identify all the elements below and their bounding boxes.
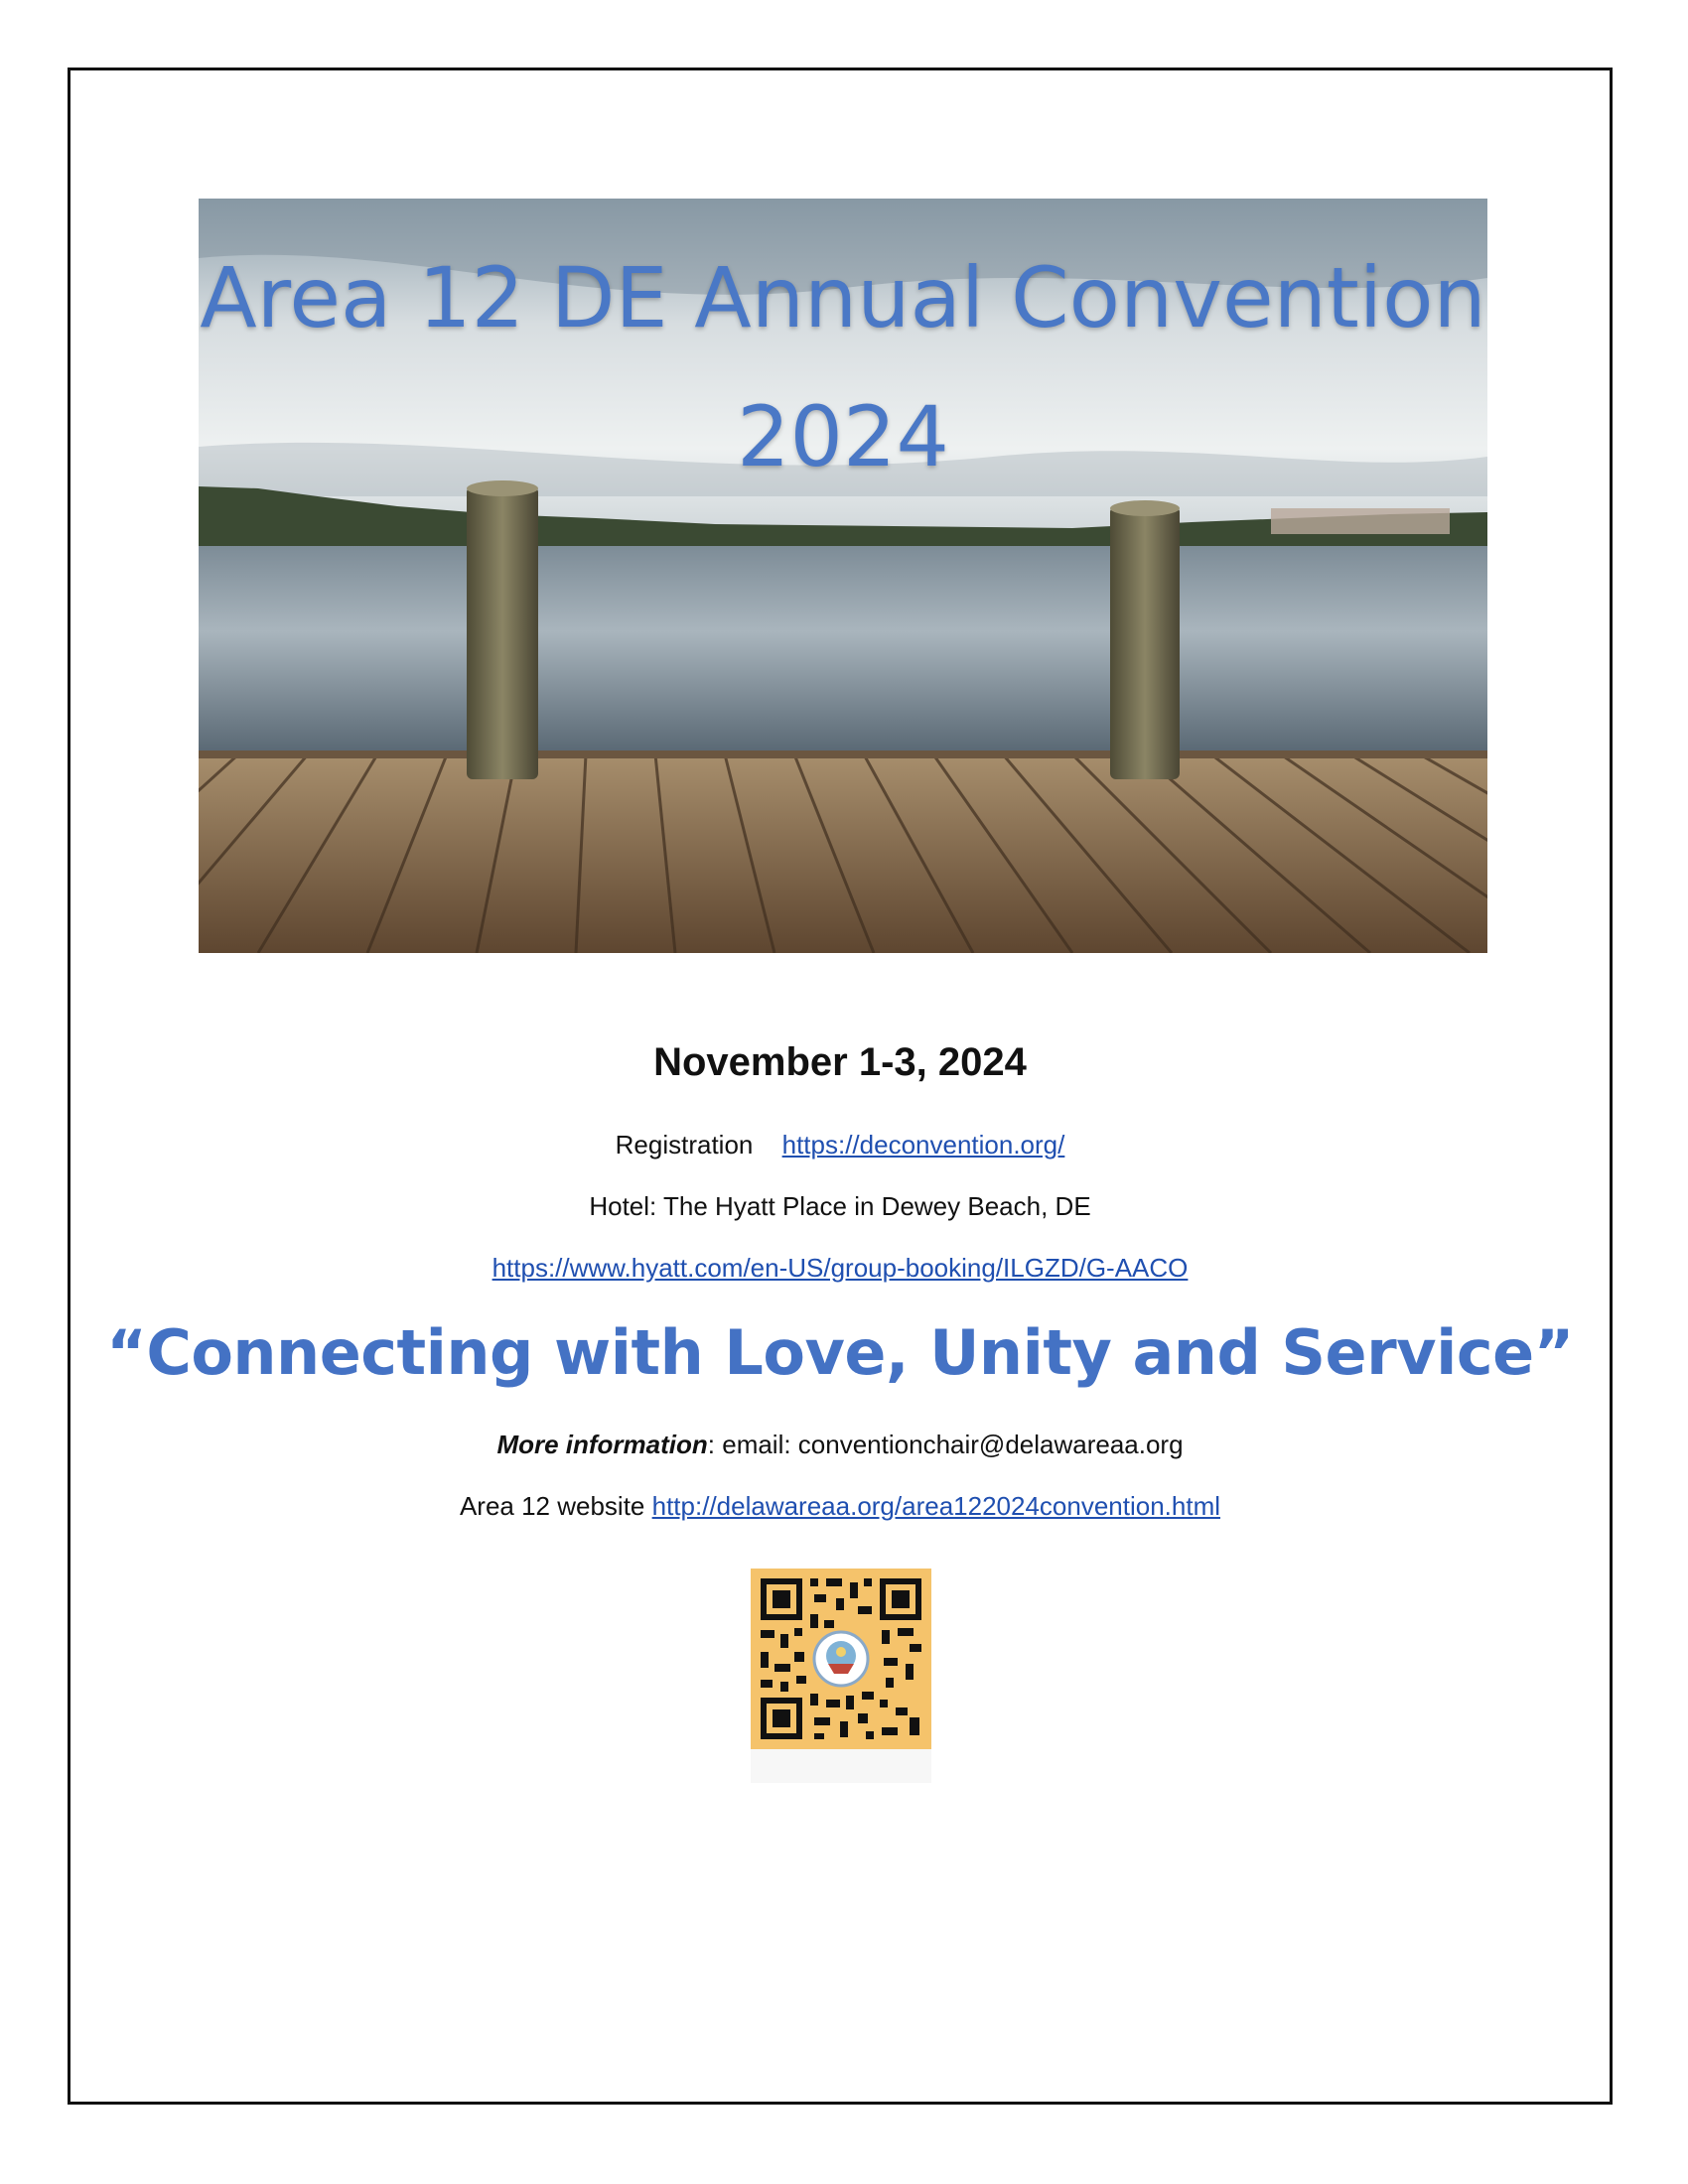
- hotel-line: [68, 1253, 1613, 1284]
- event-dates: November 1-3, 2024: [653, 1040, 1027, 1084]
- qr-code-graphic: [751, 1569, 931, 1749]
- more-information-label: More information: [496, 1430, 708, 1459]
- registration-line: [68, 1130, 1613, 1160]
- qr-code-icon[interactable]: [751, 1569, 931, 1783]
- hero-title-line-2: 2024: [737, 388, 949, 485]
- slogan: “Connecting with Love, Unity and Service”: [106, 1316, 1574, 1389]
- website-label: Area 12 website: [459, 1491, 652, 1521]
- website-link[interactable]: http://delawareaa.org/area122024convention.html: [651, 1491, 1221, 1521]
- contact-email: : email: conventionchair@delawareaa.org: [707, 1430, 1184, 1459]
- hotel-booking-link[interactable]: https://www.hyatt.com/en-US/group-booking/ILGZD/G-AACO: [492, 1253, 1189, 1283]
- hero-title: [199, 228, 1487, 506]
- hotel-info: Hotel: The Hyatt Place in Dewey Beach, DE: [589, 1191, 1091, 1221]
- hero-title-line-1: Area 12 DE Annual Convention: [200, 249, 1486, 346]
- more-information-line: [68, 1430, 1613, 1460]
- website-line: [68, 1491, 1613, 1522]
- hero-photo-dock-lake: [199, 199, 1487, 953]
- registration-label: Registration: [615, 1130, 754, 1160]
- registration-link[interactable]: https://deconvention.org/: [781, 1130, 1065, 1160]
